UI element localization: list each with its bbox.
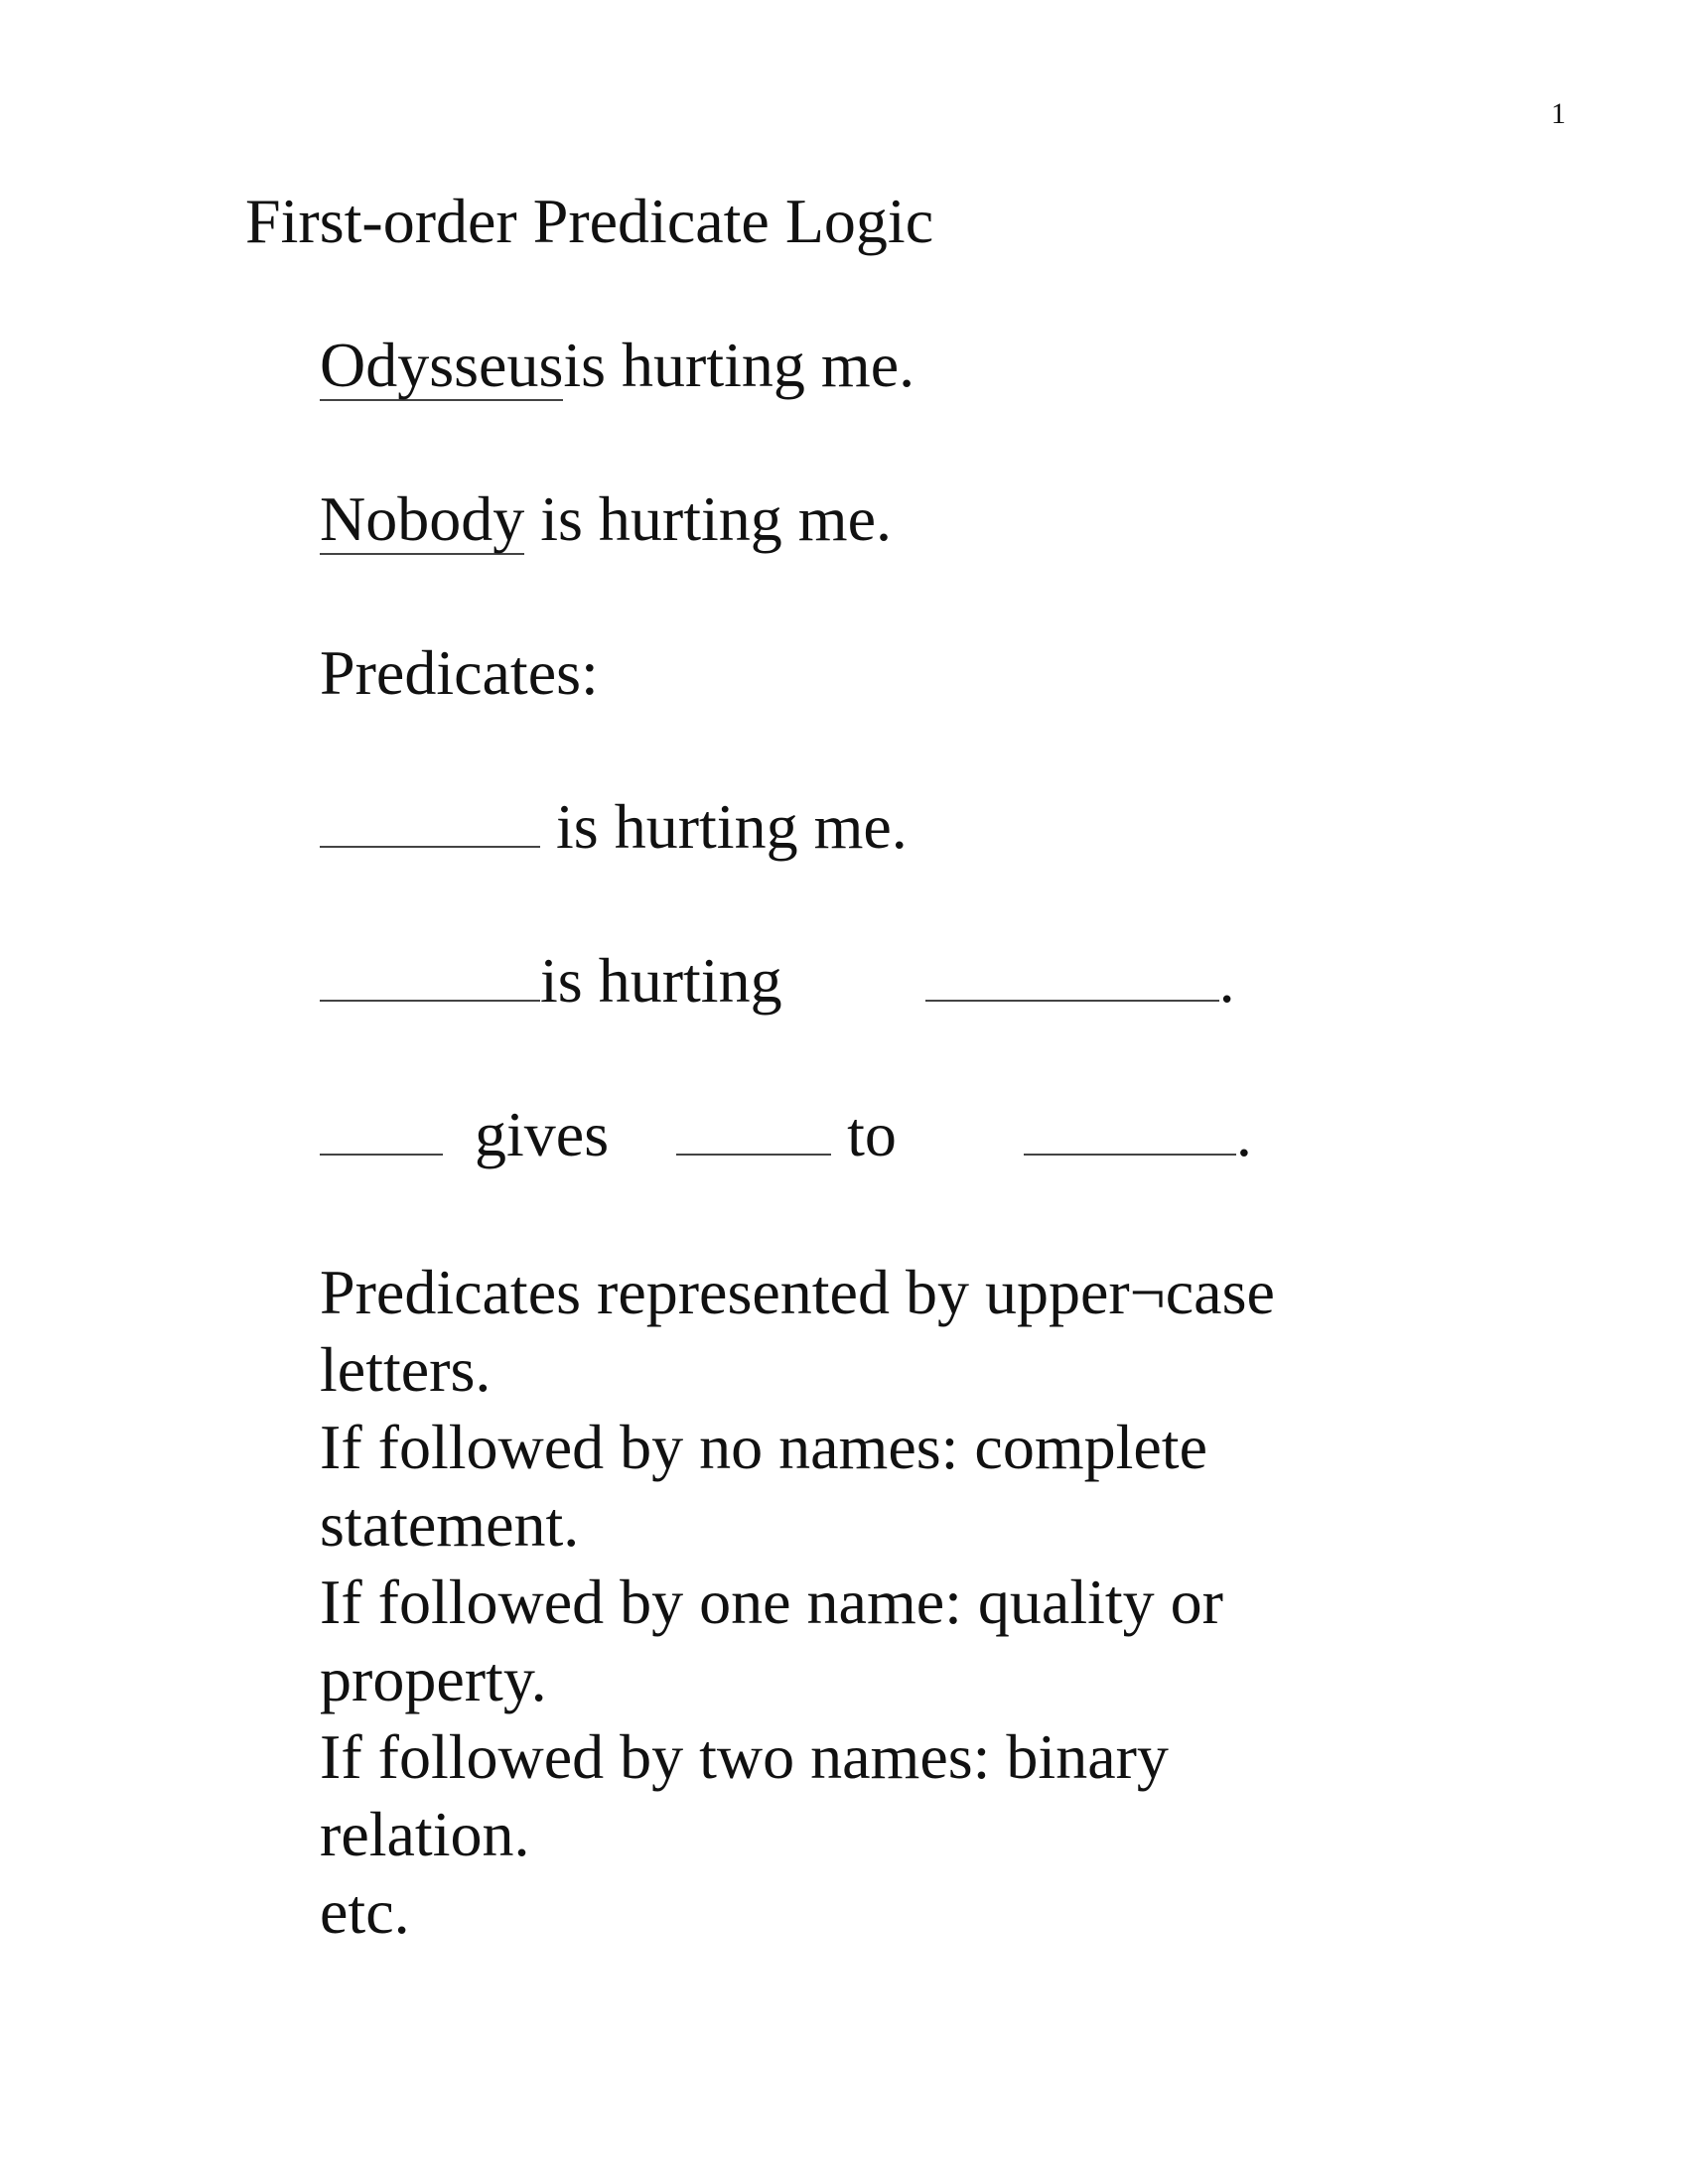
blank-line [320, 1153, 443, 1156]
notes-line: If followed by two names: binary [320, 1721, 1169, 1792]
notes-line: statement. [320, 1489, 580, 1560]
blank-line [925, 999, 1219, 1002]
predicate-two-place-text: is hurting [540, 945, 782, 1016]
underlined-name-odysseus: Odysseus [320, 330, 564, 400]
page-number: 1 [1551, 97, 1566, 130]
notes-paragraph [320, 1254, 1412, 1951]
notes-line: etc. [320, 1876, 410, 1947]
blank-line [1024, 1153, 1236, 1156]
predicate-two-place-end: . [1218, 945, 1235, 1016]
blank-line [320, 845, 540, 848]
predicate-three-place [320, 1100, 1252, 1169]
notes-line: If followed by no names: complete [320, 1412, 1207, 1482]
notes-line: If followed by one name: quality or [320, 1567, 1223, 1637]
predicate-gives-word: gives [475, 1099, 610, 1169]
predicates-heading: Predicates: [320, 637, 599, 708]
blank-line [320, 999, 540, 1002]
example-odysseus [320, 331, 914, 401]
page-title: First-order Predicate Logic [245, 186, 934, 256]
predicate-one-place [320, 792, 908, 862]
notes-line: property. [320, 1644, 547, 1714]
predicate-one-place-text: is hurting me. [540, 791, 908, 862]
notes-line: letters. [320, 1334, 492, 1405]
notes-line: Predicates represented by upper¬case [320, 1257, 1275, 1327]
predicate-to-word: to [847, 1099, 897, 1169]
example-nobody [320, 484, 892, 555]
underlined-name-nobody: Nobody [320, 483, 525, 554]
example-nobody-rest: is hurting me. [524, 483, 892, 554]
example-odysseus-rest: is hurting me. [563, 330, 915, 400]
notes-line: relation. [320, 1799, 530, 1869]
predicate-three-place-end: . [1235, 1099, 1252, 1169]
predicate-two-place [320, 946, 1235, 1016]
blank-line [676, 1153, 831, 1156]
